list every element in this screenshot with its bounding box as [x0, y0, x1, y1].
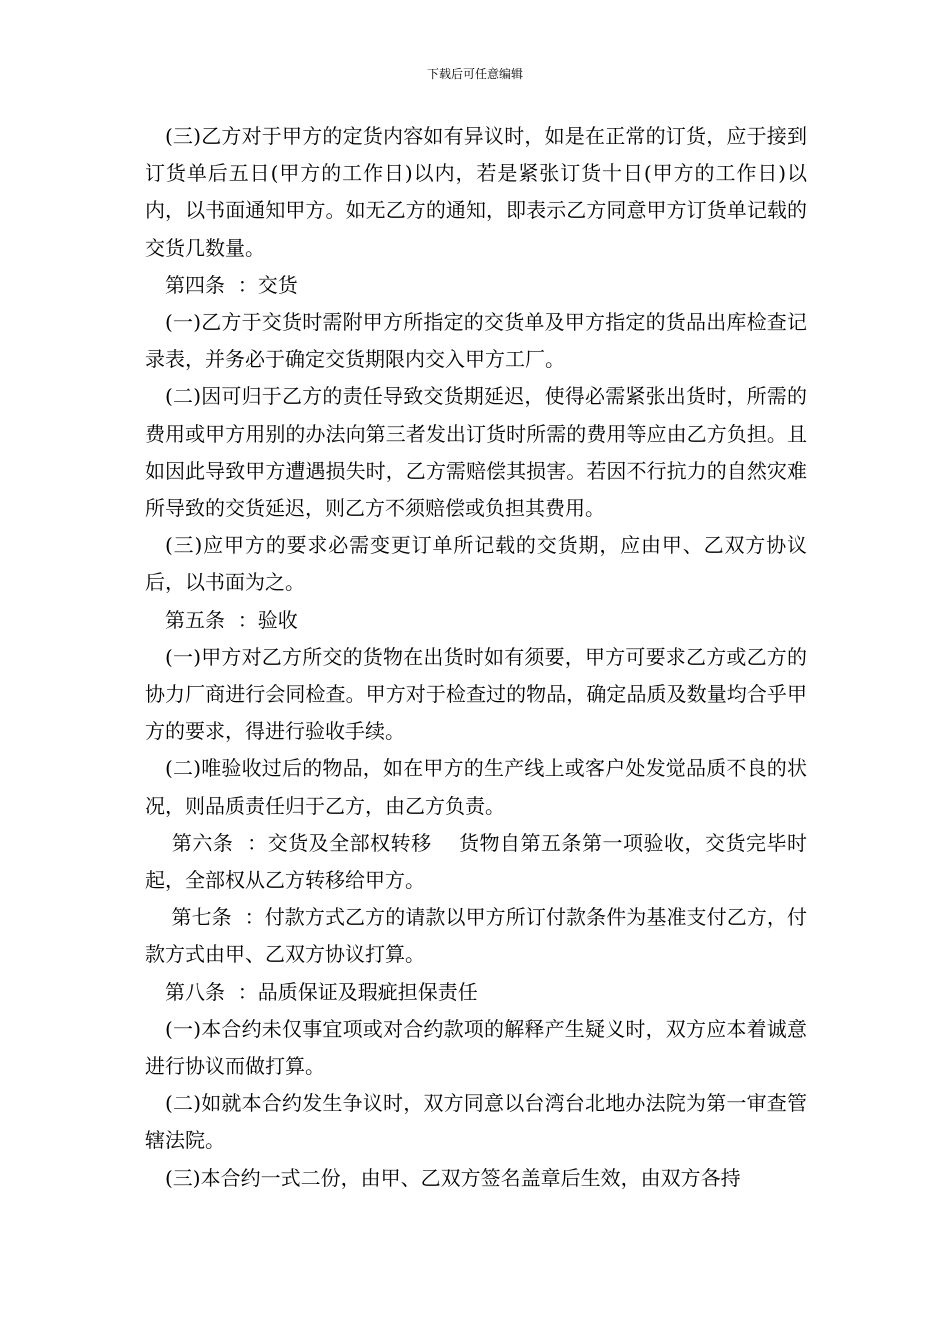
article-4-heading: 第四条 ：交货	[165, 272, 298, 297]
page-header-note: 下载后可任意编辑	[426, 67, 523, 81]
clause-5-1-paragraph: (一)甲方对乙方所交的货物在出货时如有须要，甲方可要求乙方或乙方的协力厂商进行会同检查。甲方对于检查过的物品，确定品质及数量均合乎甲方的要求，得进行验收手续。	[145, 644, 807, 744]
article-7-paragraph: 第七条 ：付款方式乙方的请款以甲方所订付款条件为基准支付乙方，付款方式由甲、乙双方协议打算。	[145, 905, 808, 967]
article-8-heading: 第八条 ：品质保证及瑕疵担保责任	[165, 979, 478, 1004]
clause-8-2-paragraph: (二)如就本合约发生争议时，双方同意以台湾台北地办法院为第一审查管辖法院。	[145, 1091, 807, 1153]
article-5-heading: 第五条 ：验收	[165, 607, 298, 632]
clause-5-2-paragraph: (二)唯验收过后的物品，如在甲方的生产线上或客户处发觉品质不良的状况，则品质责任归于乙方，由乙方负责。	[145, 756, 807, 818]
clause-8-1-paragraph: (一)本合约未仅事宜项或对合约款项的解释产生疑义时，双方应本着诚意进行协议而做打算。	[145, 1016, 807, 1079]
clause-4-2-paragraph: (二)因可归于乙方的责任导致交货期延迟，使得必需紧张出货时，所需的费用或甲方用别的办法向第三者发出订货时所需的费用等应由乙方负担。且如因此导致甲方遭遇损失时，乙方需赔偿其损害。若因不行抗力的自然灾难所导致的交货延迟，则乙方不须赔偿或负担其费用。	[145, 384, 807, 521]
clause-8-3-paragraph: (三)本合约一式二份，由甲、乙双方签名盖章后生效，由双方各持	[165, 1165, 741, 1190]
article-6-paragraph: 第六条 ：交货及全部权转移 货物自第五条第一项验收，交货完毕时起，全部权从乙方转移给甲方。	[145, 830, 807, 893]
document-body	[145, 118, 807, 1197]
clause-3-3-paragraph: (三)乙方对于甲方的定货内容如有异议时，如是在正常的订货，应于接到订货单后五日(甲方的工作日)以内，若是紧张订货十日(甲方的工作日)以内，以书面通知甲方。如无乙方的通知，即表示乙方同意甲方订货单记载的交货几数量。	[145, 124, 807, 260]
clause-4-1-paragraph: (一)乙方于交货时需附甲方所指定的交货单及甲方指定的货品出库检查记录表，并务必于确定交货期限内交入甲方工厂。	[145, 310, 807, 372]
clause-4-3-paragraph: (三)应甲方的要求必需变更订单所记载的交货期，应由甲、乙双方协议后，以书面为之。	[145, 533, 807, 595]
